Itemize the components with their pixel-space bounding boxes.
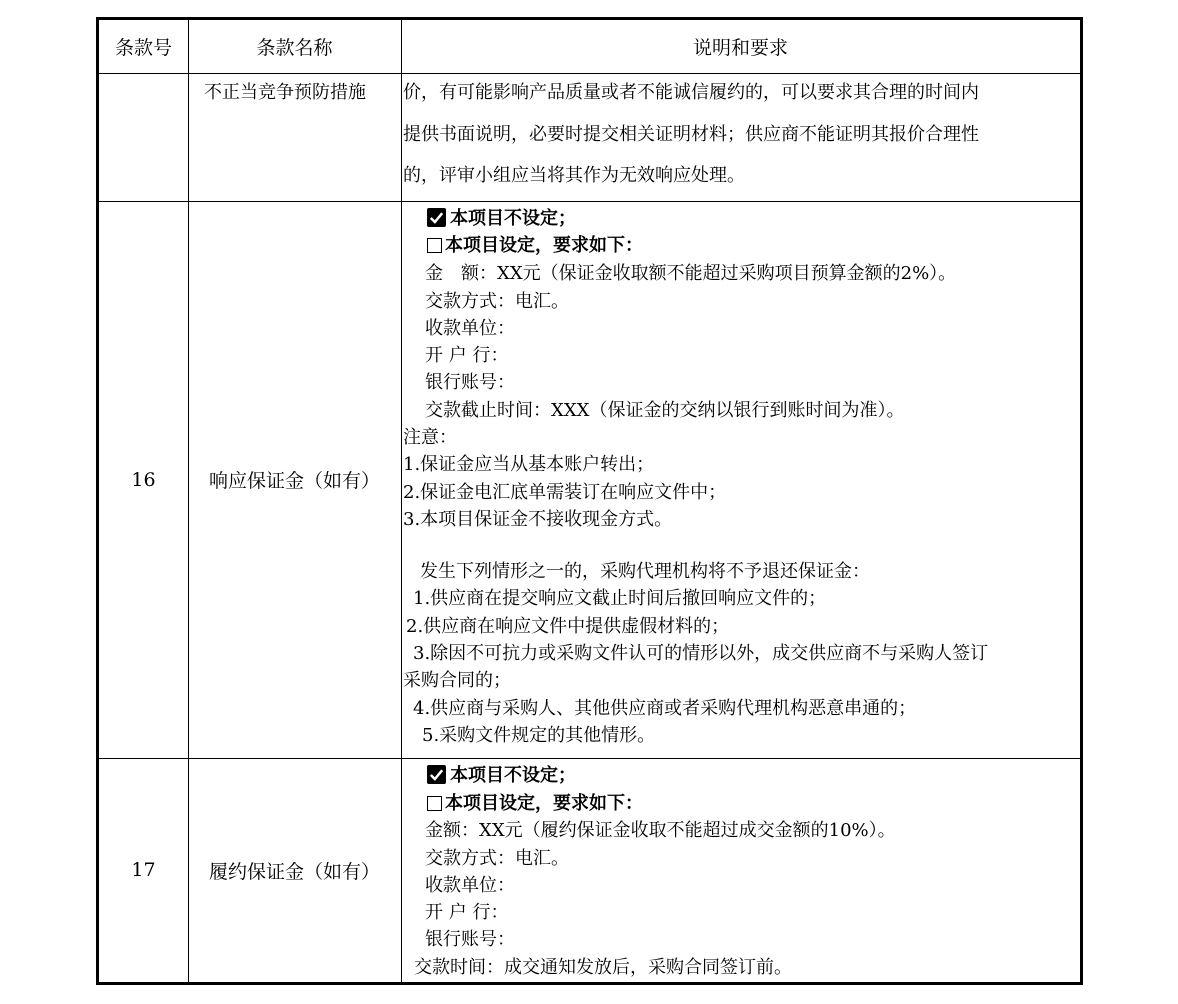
description-line: 的，评审小组应当将其作为无效响应处理。 <box>403 165 745 186</box>
header-description: 说明和要求 <box>692 37 788 59</box>
description-line: 银行账号： <box>425 929 515 950</box>
description-line: 发生下列情形之一的，采购代理机构将不予退还保证金： <box>420 561 870 582</box>
description-line: 开 户 行： <box>425 345 509 366</box>
description-line: 收款单位： <box>425 875 515 896</box>
description-line: 2.供应商在响应文件中提供虚假材料的； <box>406 616 730 637</box>
description-line: 交款截止时间：XXX（保证金的交纳以银行到账时间为准）。 <box>425 400 905 421</box>
unchecked-box-icon <box>427 238 442 253</box>
unchecked-box-icon <box>427 796 442 811</box>
description-line: 2.保证金电汇底单需装订在响应文件中； <box>403 482 727 503</box>
description-line: 3.本项目保证金不接收现金方式。 <box>403 509 673 530</box>
description-line: 银行账号： <box>425 372 515 393</box>
checked-box-icon <box>427 765 446 784</box>
clause-number: 17 <box>131 859 156 881</box>
description-line: 价，有可能影响产品质量或者不能诚信履约的，可以要求其合理的时间内 <box>403 82 979 103</box>
description-line: 开 户 行： <box>425 902 509 923</box>
clause-table <box>96 17 1083 985</box>
clause-name: 履约保证金（如有） <box>208 860 380 883</box>
description-line: 交款方式：电汇。 <box>425 848 569 869</box>
description-line: 4.供应商与采购人、其他供应商或者采购代理机构恶意串通的； <box>413 698 917 719</box>
clause-name: 不正当竞争预防措施 <box>204 82 366 103</box>
clause-name: 响应保证金（如有） <box>208 470 380 492</box>
clause-number: 16 <box>131 468 156 491</box>
description-line: 收款单位： <box>425 318 515 339</box>
option-set: 本项目设定，要求如下： <box>427 790 643 817</box>
description-line: 采购合同的； <box>403 670 511 691</box>
header-clause-number: 条款号 <box>114 37 172 59</box>
description-line: 金额：XX元（履约保证金收取不能超过成交金额的10%）。 <box>425 820 896 841</box>
description-line: 交款时间：成交通知发放后，采购合同签订前。 <box>414 957 792 978</box>
option-set: 本项目设定，要求如下： <box>427 232 643 259</box>
description-line: 注意： <box>403 427 457 448</box>
header-clause-name: 条款名称 <box>256 37 333 59</box>
option-not-set: 本项目不设定； <box>427 205 576 232</box>
checked-box-icon <box>427 208 446 227</box>
description-line: 1.保证金应当从基本账户转出； <box>403 454 655 475</box>
description-line: 提供书面说明，必要时提交相关证明材料；供应商不能证明其报价合理性 <box>403 124 979 145</box>
description-line: 交款方式：电汇。 <box>425 291 569 312</box>
row-divider <box>99 73 1080 74</box>
description-line: 3.除因不可抗力或采购文件认可的情形以外，成交供应商不与采购人签订 <box>413 643 989 664</box>
column-divider <box>401 20 402 982</box>
description-line: 5.采购文件规定的其他情形。 <box>422 725 656 746</box>
description-line: 1.供应商在提交响应文截止时间后撤回响应文件的； <box>413 588 827 609</box>
option-not-set: 本项目不设定； <box>427 762 576 789</box>
description-line: 金 额：XX元（保证金收取额不能超过采购项目预算金额的2%）。 <box>425 263 957 284</box>
